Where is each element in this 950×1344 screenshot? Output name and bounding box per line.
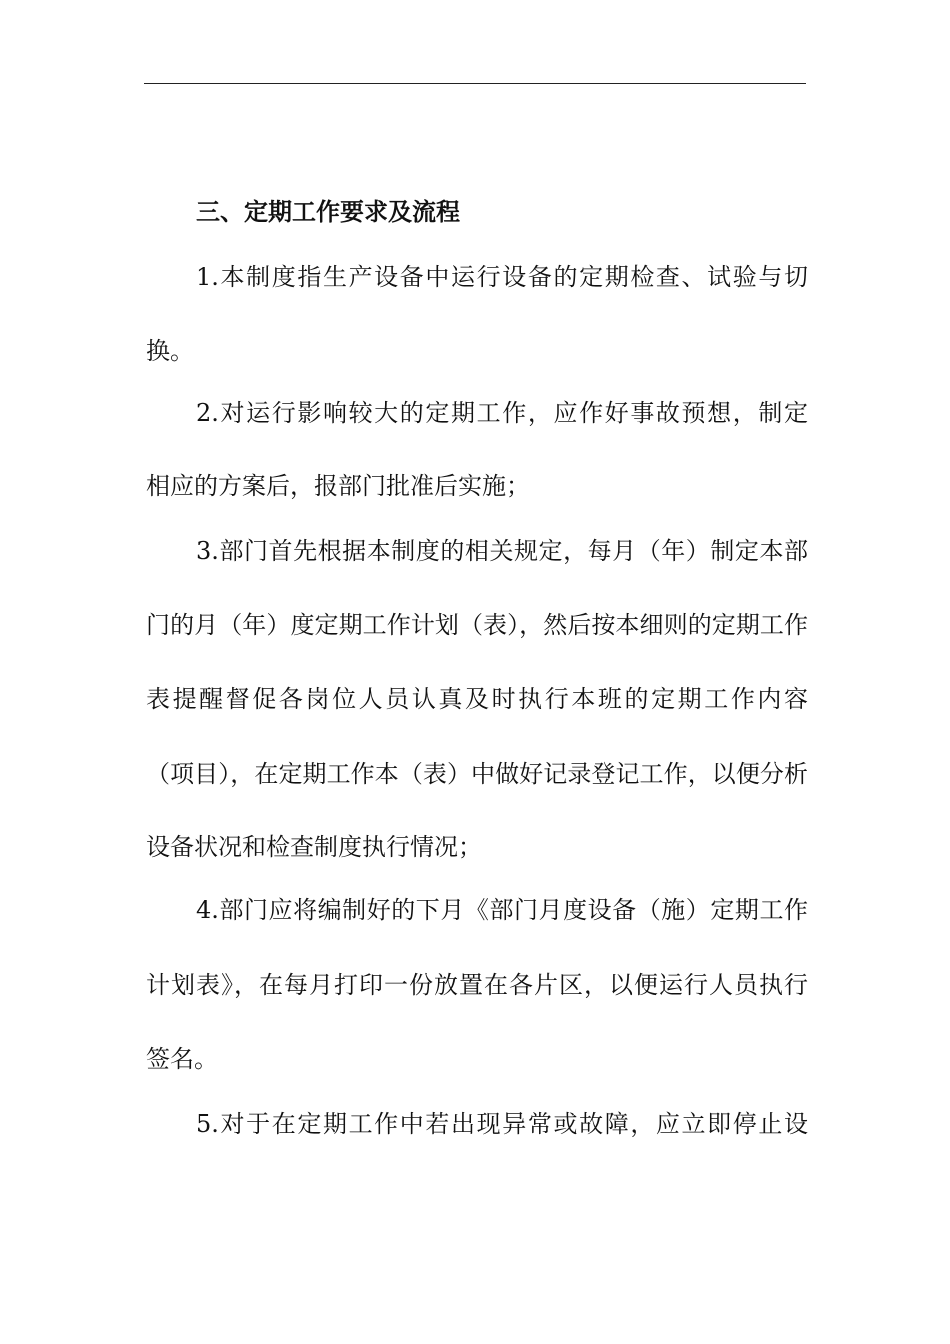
paragraph-2-line-1: 2.对运行影响较大的定期工作，应作好事故预想，制定 <box>196 399 808 427</box>
paragraph-3-line-1: 3.部门首先根据本制度的相关规定，每月（年）制定本部 <box>196 537 808 565</box>
paragraph-3-line-2: 门的月（年）度定期工作计划（表），然后按本细则的定期工作 <box>146 611 808 639</box>
paragraph-4-line-2: 计划表》，在每月打印一份放置在各片区，以便运行人员执行 <box>146 971 808 999</box>
paragraph-3-line-4: （项目），在定期工作本（表）中做好记录登记工作，以便分析 <box>146 760 808 788</box>
paragraph-1-line-2: 换。 <box>146 337 194 365</box>
paragraph-3-line-3: 表提醒督促各岗位人员认真及时执行本班的定期工作内容 <box>146 685 808 713</box>
paragraph-2-line-2: 相应的方案后，报部门批准后实施； <box>146 472 530 500</box>
paragraph-4-line-3: 签名。 <box>146 1045 218 1073</box>
header-rule <box>144 83 806 84</box>
paragraph-5-line-1: 5.对于在定期工作中若出现异常或故障，应立即停止设 <box>196 1110 808 1138</box>
paragraph-4-line-1: 4.部门应将编制好的下月《部门月度设备（施）定期工作 <box>196 896 808 924</box>
section-heading: 三、定期工作要求及流程 <box>196 197 460 226</box>
paragraph-1-line-1: 1.本制度指生产设备中运行设备的定期检查、试验与切 <box>196 263 808 291</box>
paragraph-3-line-5: 设备状况和检查制度执行情况； <box>146 833 482 861</box>
